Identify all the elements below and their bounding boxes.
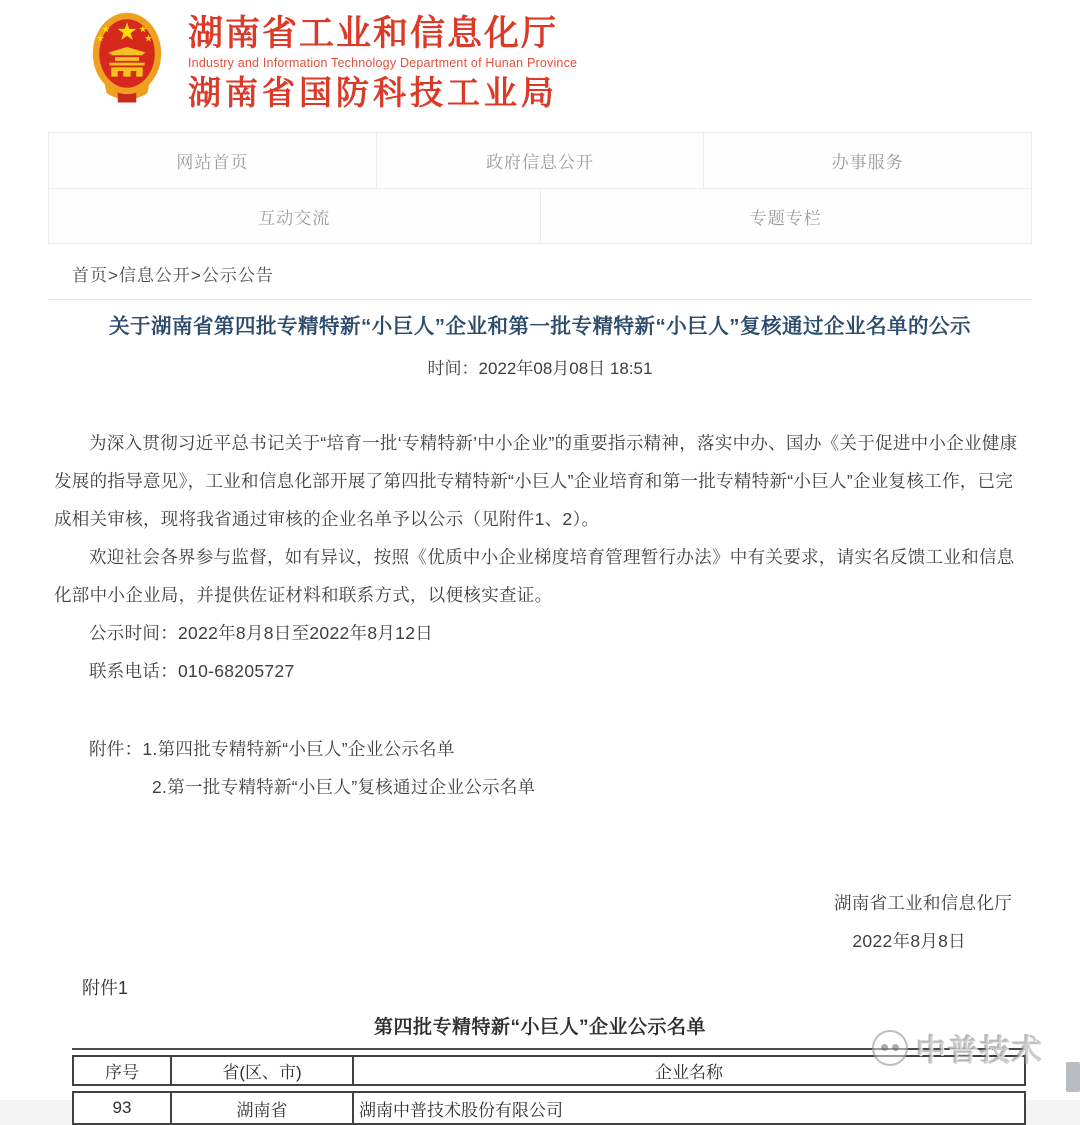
page-title: 关于湖南省第四批专精特新“小巨人”企业和第一批专精特新“小巨人”复核通过企业名单的公示 [109, 315, 971, 338]
scrollbar-thumb[interactable] [1066, 1062, 1080, 1092]
col-header-index: 序号 [105, 1063, 139, 1082]
annex-table-title: 第四批专精特新“小巨人”企业公示名单 [373, 1017, 706, 1038]
nav-item-gov-info[interactable]: 政府信息公开 [376, 133, 704, 188]
org-names [188, 8, 577, 112]
cell-index: 93 [112, 1098, 132, 1117]
annex-table [72, 1048, 1026, 1125]
table-row [72, 1091, 1026, 1125]
org-name-cn-1: 湖南省工业和信息化厅 [188, 14, 559, 53]
article [0, 313, 1080, 1125]
attachment-item-2: 2.第一批专精特新“小巨人”复核通过企业公示名单 [152, 777, 536, 797]
org-name-en: Industry and Information Technology Department of Hunan Province [188, 56, 578, 70]
nav-row-1 [49, 133, 1031, 188]
org-name-cn-2: 湖南省国防科技工业局 [188, 74, 558, 111]
nav-item-topics[interactable]: 专题专栏 [540, 189, 1032, 243]
paragraph-1: 为深入贯彻习近平总书记关于“培育一批‘专精特新’中小企业”的重要指示精神，落实中办、国办《关于促进中小企业健康发展的指导意见》，工业和信息化部开展了第四批专精特新“小巨人”企业培育和第一批专精特新“小巨人”企业复核工作，已完成相关审核，现将我省通过审核的企业名单予以公示（见附件1、2）。 [54, 433, 1018, 529]
cell-company: 湖南中普技术股份有限公司 [359, 1100, 563, 1120]
site-header [0, 0, 1080, 126]
attachment-item-1: 附件：1.第四批专精特新“小巨人”企业公示名单 [89, 739, 455, 759]
national-emblem-icon[interactable] [90, 8, 164, 110]
contact-phone: 联系电话：010-68205727 [89, 661, 295, 681]
nav-item-home[interactable]: 网站首页 [176, 153, 249, 172]
watermark-text: 中普技术 [916, 1035, 1044, 1068]
col-header-company: 企业名称 [655, 1063, 723, 1082]
nav-item-interaction[interactable]: 互动交流 [258, 208, 331, 228]
publish-time: 时间：2022年08月08日 18:51 [427, 359, 653, 378]
table-header-row [72, 1055, 1026, 1086]
publicity-period: 公示时间：2022年8月8日至2022年8月12日 [89, 623, 434, 643]
nav-row-2 [49, 188, 1031, 243]
nav-item-services[interactable]: 办事服务 [703, 133, 1031, 188]
article-body [54, 424, 1026, 960]
table-top-border [72, 1048, 1026, 1050]
signature-org: 湖南省工业和信息化厅 [834, 893, 1012, 913]
signature-date: 2022年8月8日 [852, 931, 966, 951]
breadcrumb-bar [48, 244, 1032, 300]
col-header-province: 省(区、市) [170, 1057, 354, 1084]
annex-label: 附件1 [82, 978, 129, 998]
main-nav [48, 132, 1032, 244]
paragraph-2: 欢迎社会各界参与监督，如有异议，按照《优质中小企业梯度培育管理暂行办法》中有关要求，请实名反馈工业和信息化部中小企业局，并提供佐证材料和联系方式，以便核实查证。 [54, 547, 1015, 605]
breadcrumb[interactable]: 首页>信息公开>公示公告 [72, 266, 274, 285]
cell-province: 湖南省 [170, 1093, 354, 1123]
